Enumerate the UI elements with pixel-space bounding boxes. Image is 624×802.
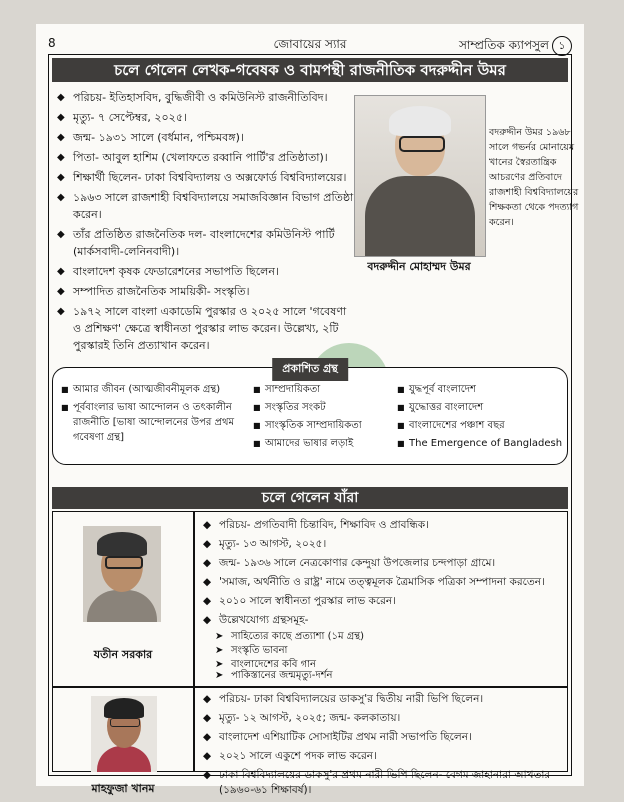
list-item: ◆ মৃত্যু- ৭ সেপ্টেম্বর, ২০২৫। (57, 111, 187, 124)
person1-books (211, 629, 511, 671)
diamond-bullet-icon: ◆ (203, 538, 212, 550)
list-item: ◆ 'সমাজ, অর্থনীতি ও রাষ্ট্র' নামে তত্ত্বমূলক ত্রৈমাসিক পত্রিকা সম্পাদনা করতেন। (203, 576, 545, 588)
diamond-bullet-icon: ◆ (57, 266, 65, 277)
person1-caption: যতীন সরকার (93, 648, 153, 661)
diamond-bullet-icon: ◆ (57, 192, 65, 203)
list-item: ◆ পরিচয়- ইতিহাসবিদ, বুদ্ধিজীবী ও কমিউনিস্ট রাজনীতিবিদ। (57, 91, 328, 104)
portrait-jatin-sarkar (83, 526, 161, 622)
square-bullet-icon: ■ (397, 385, 405, 394)
person1-info-cell (194, 511, 568, 687)
square-bullet-icon: ■ (253, 421, 261, 430)
person1-books-last (211, 668, 511, 687)
list-item: ◆ পিতা- আবুল হাশিম (খেলাফতে রব্বানি পার্টি'র প্রতিষ্ঠাতা)। (57, 151, 328, 164)
person2-photo-cell (52, 687, 194, 795)
list-item: ■ আমার জীবন (আত্মজীবনীমূলক গ্রন্থ) (61, 384, 221, 395)
arrow-bullet-icon: ➤ (215, 659, 224, 670)
diamond-bullet-icon: ◆ (203, 614, 212, 626)
square-bullet-icon: ■ (61, 403, 69, 412)
list-item: ◆ ২০১০ সালে স্বাধীনতা পুরস্কার লাভ করেন। (203, 595, 396, 607)
square-bullet-icon: ■ (397, 403, 405, 412)
publications-col1 (61, 382, 249, 448)
header-circle: ১ (552, 36, 572, 56)
publications-box (52, 362, 568, 465)
list-item: ◆ ঢাকা বিশ্ববিদ্যালয়ের ডাকসু'র প্রথম নারী ভিপি ছিলেন- বেগম জাহানারা আখতার (১৯৬০-৬১ শিক্ষাবর্ষ)। (203, 769, 551, 796)
content-frame (48, 54, 579, 796)
list-item: ■ সাংস্কৃতিক সাম্প্রদায়িকতা (253, 420, 362, 431)
person1-list (199, 518, 579, 632)
list-item: ◆ জন্ম- ১৯৩৬ সালে নেত্রকোণার কেন্দুয়া উপজেলার চন্দপাড়া গ্রামে। (203, 557, 496, 569)
list-item: ◆ পরিচয়- ঢাকা বিশ্ববিদ্যালয়ের ডাকসু'র দ্বিতীয় নারী ভিপি ছিলেন। (203, 693, 484, 705)
header-author: জোবায়ের স্যার (273, 37, 347, 51)
list-item: ◆ ১৯৭২ সালে বাংলা একাডেমি পুরস্কার ও ২০২৫ সালে 'গবেষণা ও প্রশিক্ষণ' ক্ষেত্রে স্বাধীনতা পুরস্কার লাভ করেন। উল্লেখ্য, ২টি পুরস্কারই তিনি প্রত্যাখান করেন। (57, 305, 347, 352)
list-item: ■ আমাদের ভাষার লড়াই (253, 438, 354, 449)
square-bullet-icon: ■ (397, 439, 405, 448)
diamond-bullet-icon: ◆ (57, 132, 65, 143)
list-item: ■ বাংলাদেশের পঞ্চাশ বছর (397, 420, 505, 431)
list-item: ■ যুদ্ধোত্তর বাংলাদেশ (397, 402, 484, 413)
list-item: ➤ সাহিত্যের কাছে প্রত্যাশা (১ম গ্রন্থ) (215, 631, 365, 642)
list-item: ◆ তাঁর প্রতিষ্ঠিত রাজনৈতিক দল- বাংলাদেশের কমিউনিস্ট পার্টি (মার্কসবাদী-লেনিনবাদী)। (57, 228, 335, 258)
list-item: ➤ সংস্কৃতি ভাবনা (215, 645, 288, 656)
person2-info-cell (194, 687, 568, 796)
list-item: ◆ বাংলাদেশ এশিয়াটিক সোসাইটির প্রথম নারী সভাপতি ছিলেন। (203, 731, 472, 743)
list-item: ■ সাম্প্রদায়িকতা (253, 384, 321, 395)
diamond-bullet-icon: ◆ (203, 693, 212, 705)
list-item: ■ পূর্ববাংলার ভাষা আন্দোলন ও তৎকালীন রাজনীতি [ভাষা আন্দোলনের উপর প্রথম গবেষণা গ্রন্থ] (61, 402, 235, 443)
section1-list (55, 89, 355, 357)
page (36, 24, 584, 796)
portrait-caption: বদরুদ্দীন মোহাম্মদ উমর (367, 260, 471, 273)
list-item: ◆ শিক্ষার্থী ছিলেন- ঢাকা বিশ্ববিদ্যালয় ও অক্সফোর্ড বিশ্ববিদ্যালয়ের। (57, 171, 347, 184)
list-item: ■ সংস্কৃতির সংকট (253, 402, 326, 413)
portrait-badruddin-umar (354, 95, 486, 257)
person2-list (199, 692, 579, 802)
square-bullet-icon: ■ (397, 421, 405, 430)
list-item: ◆ পরিচয়- প্রগতিবাদী চিন্তাবিদ, শিক্ষাবিদ ও প্রাবন্ধিক। (203, 519, 429, 531)
arrow-bullet-icon: ➤ (215, 670, 224, 681)
list-item: ◆ মৃত্যু- ১৩ আগস্ট, ২০২৫। (203, 538, 327, 550)
square-bullet-icon: ■ (253, 403, 261, 412)
list-item: ➤ বাংলাদেশের কবি গান (215, 659, 317, 670)
diamond-bullet-icon: ◆ (203, 519, 212, 531)
list-item: ◆ মৃত্যু- ১২ আগস্ট, ২০২৫; জন্ম- কলকাতায়। (203, 712, 401, 724)
list-item: ◆ উল্লেখযোগ্য গ্রন্থসমূহ- (203, 614, 309, 626)
page-number: 8 (48, 36, 56, 50)
section1-title: চলে গেলেন লেখক-গবেষক ও বামপন্থী রাজনীতিক বদরুদ্দীন উমর (52, 58, 568, 82)
diamond-bullet-icon: ◆ (57, 112, 65, 123)
publications-col3 (397, 382, 567, 454)
diamond-bullet-icon: ◆ (57, 229, 65, 240)
diamond-bullet-icon: ◆ (203, 576, 212, 588)
square-bullet-icon: ■ (253, 439, 261, 448)
list-item: ◆ ১৯৬৩ সালে রাজশাহী বিশ্ববিদ্যালয়ে সমাজবিজ্ঞান বিভাগ প্রতিষ্ঠা করেন। (57, 191, 354, 221)
page-header (48, 34, 572, 56)
list-item: ◆ সম্পাদিত রাজনৈতিক সাময়িকী- সংস্কৃতি। (57, 285, 250, 298)
square-bullet-icon: ■ (253, 385, 261, 394)
portrait-mahfuza-khanam (91, 696, 157, 772)
list-item: ◆ ২০২১ সালে একুশে পদক লাভ করেন। (203, 750, 377, 762)
arrow-bullet-icon: ➤ (215, 645, 224, 656)
diamond-bullet-icon: ◆ (203, 557, 212, 569)
diamond-bullet-icon: ◆ (57, 172, 65, 183)
square-bullet-icon: ■ (61, 385, 69, 394)
diamond-bullet-icon: ◆ (203, 731, 212, 743)
diamond-bullet-icon: ◆ (57, 92, 65, 103)
list-item: ■ The Emergence of Bangladesh (397, 438, 563, 449)
diamond-bullet-icon: ◆ (203, 750, 212, 762)
diamond-bullet-icon: ◆ (57, 152, 65, 163)
publications-title: প্রকাশিত গ্রন্থ (272, 358, 348, 381)
list-item: ◆ বাংলাদেশ কৃষক ফেডারেশনের সভাপতি ছিলেন। (57, 265, 279, 278)
publications-col2 (253, 382, 393, 454)
diamond-bullet-icon: ◆ (203, 712, 212, 724)
side-note: বদরুদ্দীন উমর ১৯৬৮ সালে গভর্নর মোনায়েম খানের স্বৈরতান্ত্রিক আচরণের প্রতিবাদে রাজশাহী বিশ্ববিদ্যালয়ের শিক্ষকতা থেকে পদত্যাগ করেন। (489, 127, 579, 228)
person2-caption: মাহফুজা খানম (91, 782, 155, 795)
diamond-bullet-icon: ◆ (203, 595, 212, 607)
section2-title: চলে গেলেন যাঁরা (52, 487, 568, 509)
list-item: ➤ পাকিস্তানের জন্মমৃত্যু-দর্শন (215, 670, 333, 681)
diamond-bullet-icon: ◆ (57, 286, 65, 297)
diamond-bullet-icon: ◆ (57, 306, 65, 317)
arrow-bullet-icon: ➤ (215, 631, 224, 642)
list-item: ◆ জন্ম- ১৯৩১ সালে (বর্ধমান, পশ্চিমবঙ্গ)। (57, 131, 244, 144)
diamond-bullet-icon: ◆ (203, 769, 212, 781)
list-item: ■ যুদ্ধপূর্ব বাংলাদেশ (397, 384, 476, 395)
header-title: সাম্প্রতিক ক্যাপসুল ১ (459, 36, 572, 57)
person1-photo-cell (52, 511, 194, 687)
obituary-grid (52, 511, 568, 796)
